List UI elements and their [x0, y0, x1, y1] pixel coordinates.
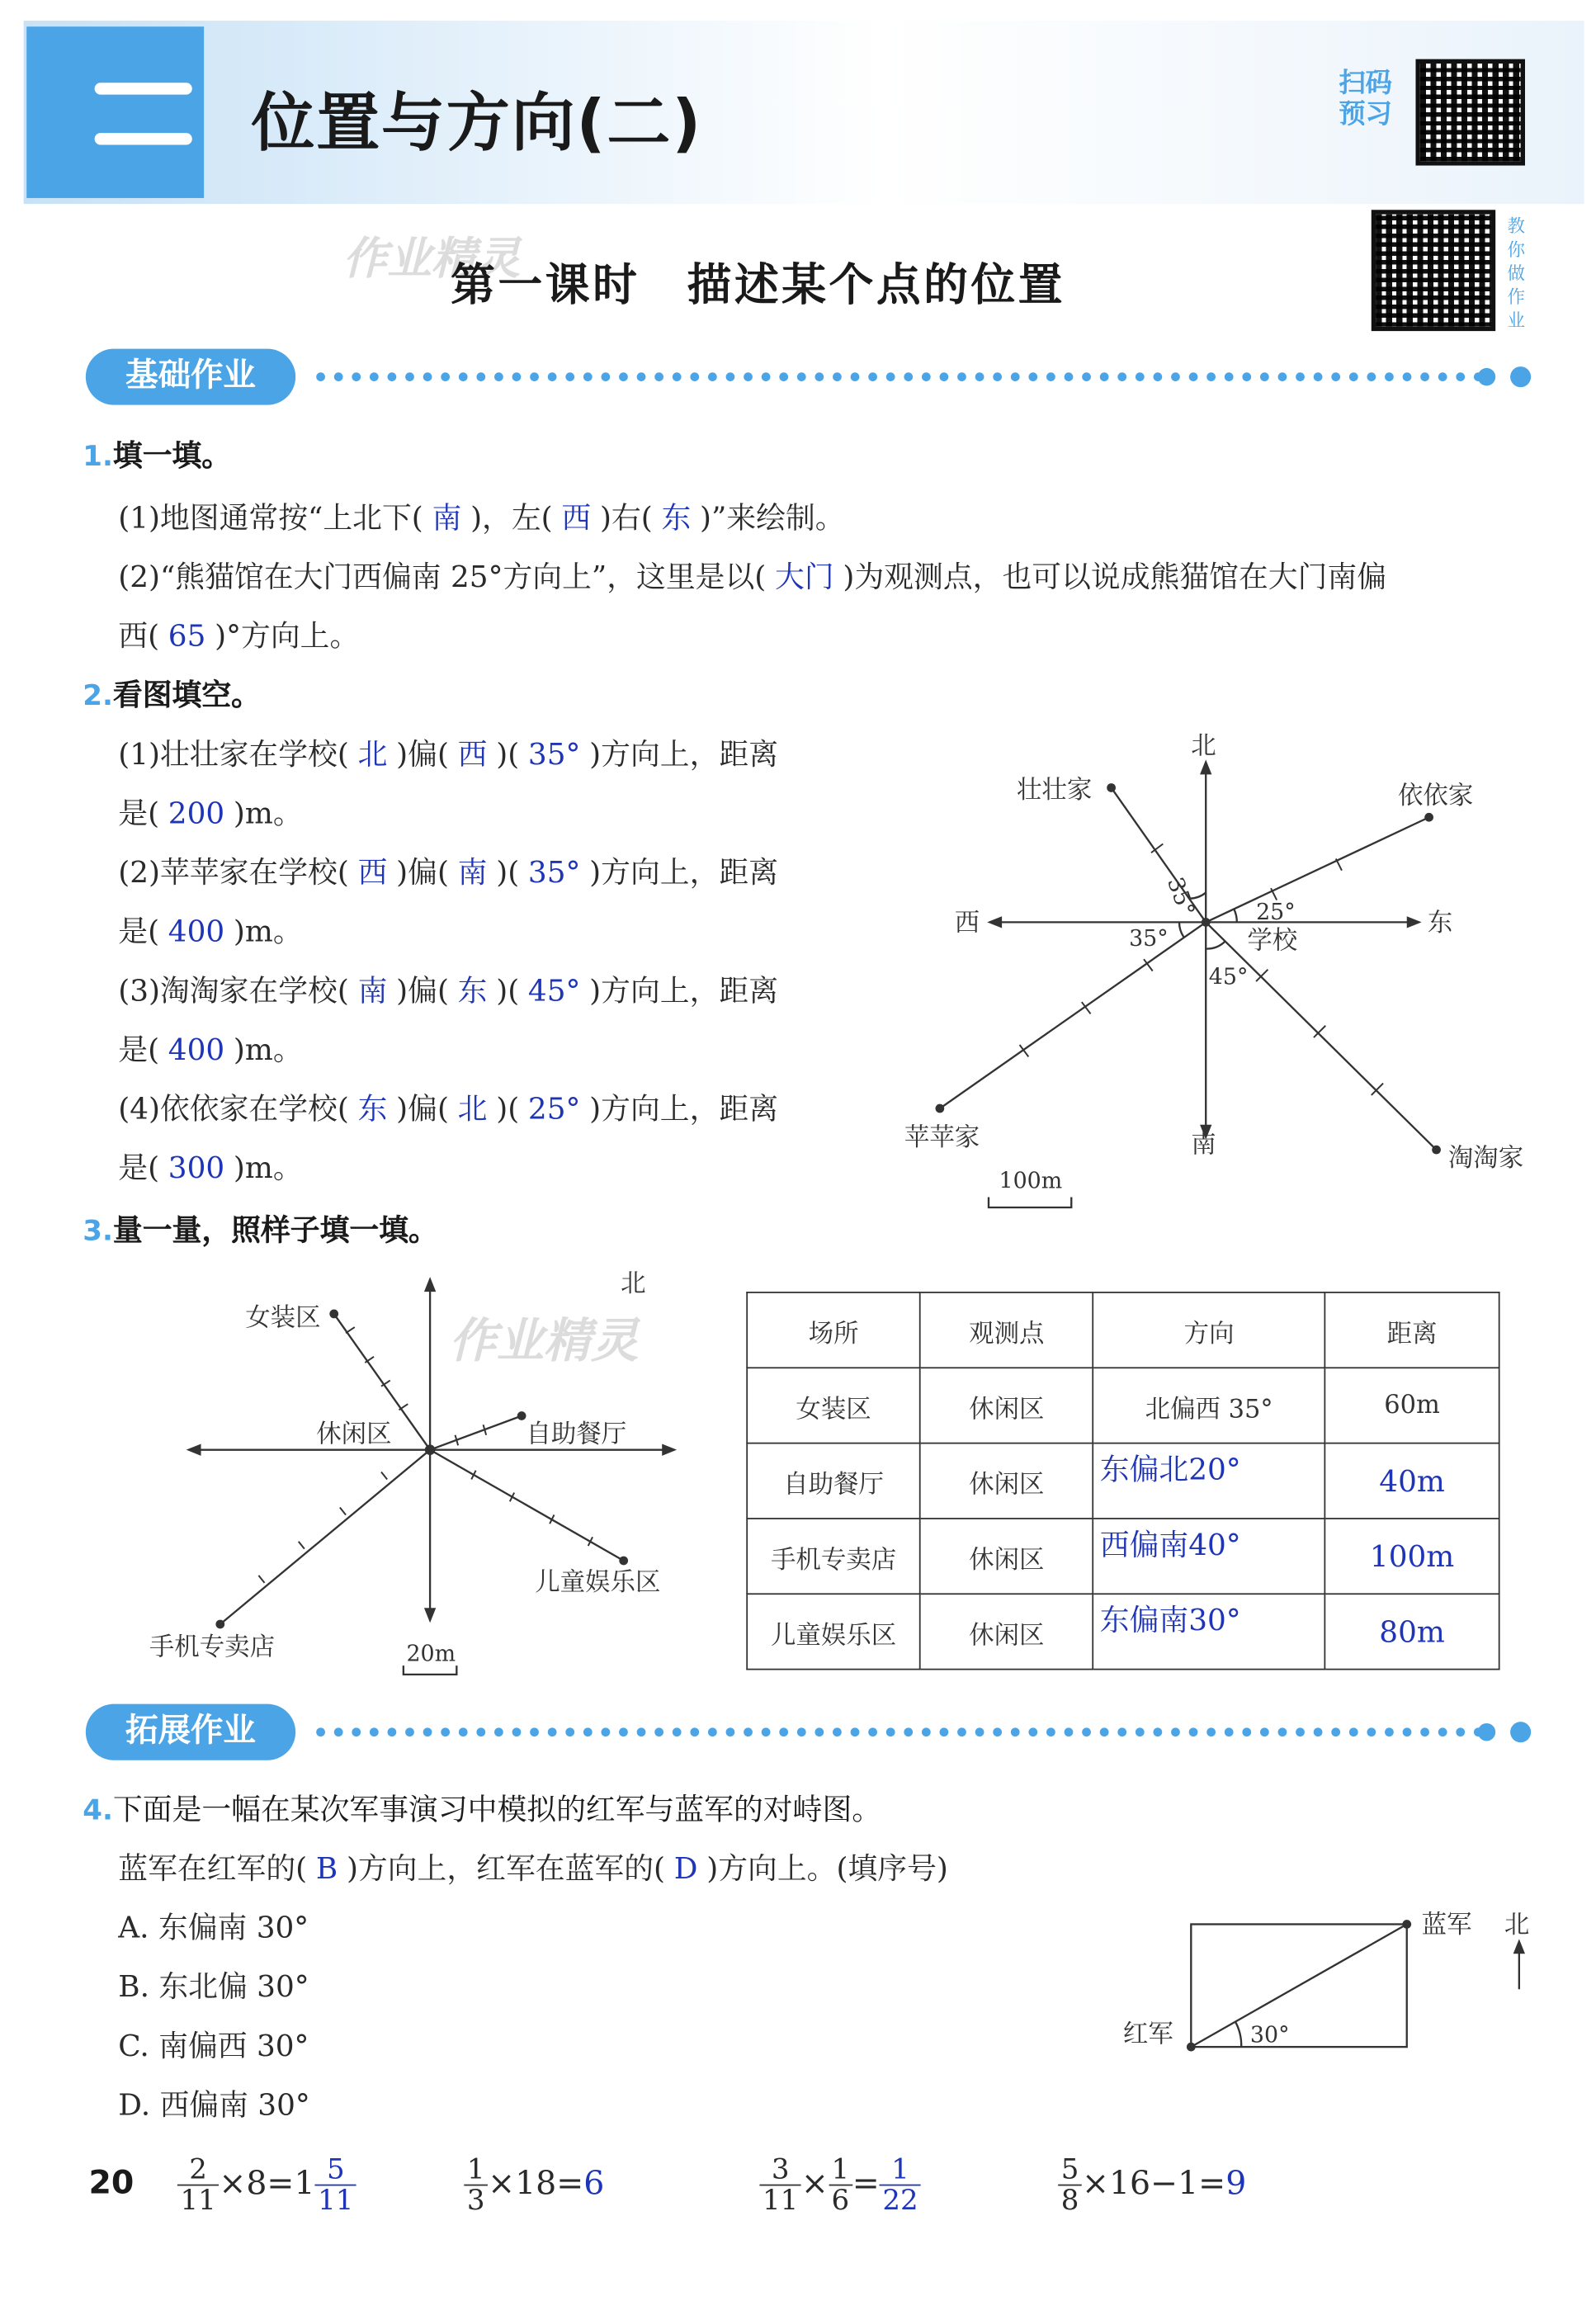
section-basic-label: 基础作业: [86, 349, 295, 405]
question-2-item-4: (4)依依家在学校( 东 )偏( 北 )( 25° )方向上，距离: [118, 1084, 778, 1127]
answer-fraction[interactable]: $\frac{5}{11}$: [315, 2155, 357, 2215]
homework-side-label: 教 你 做 作 业: [1507, 215, 1526, 332]
table-row: [747, 1519, 1499, 1594]
angle-arc-25: [1234, 909, 1237, 922]
tick-mark: [1372, 1084, 1383, 1095]
label-taotao: 淘淘家: [1447, 1143, 1524, 1173]
answer-blank[interactable]: 200: [168, 795, 225, 831]
answer-blank[interactable]: 东: [457, 972, 488, 1009]
point-pingping: [936, 1104, 945, 1113]
table-header-row: [747, 1292, 1499, 1368]
answer-value[interactable]: 9: [1225, 2166, 1247, 2204]
west-arrow-head: [187, 1444, 201, 1456]
point-leisure-area: [425, 1444, 436, 1455]
east-arrow-head: [1407, 916, 1422, 928]
point-zhuangzhuang: [1107, 783, 1116, 792]
school-compass-diagram: [886, 724, 1596, 1212]
answer-blank[interactable]: 300: [168, 1150, 225, 1186]
mental-math-3: $\frac{3}{11}$ × $\frac{1}{6}$ = $\frac{1}{22}$: [759, 2155, 921, 2215]
question-3-heading: 3.量一量，照样子填一填。: [83, 1212, 438, 1248]
line-red-to-blue: [1191, 1924, 1406, 2047]
table-cell: 手机专卖店: [747, 1519, 920, 1594]
label-north: 北: [621, 1269, 646, 1299]
lesson-title: 第一课时 描述某个点的位置: [451, 260, 1066, 312]
table-cell: 休闲区: [920, 1443, 1093, 1519]
answer-blank[interactable]: 西: [357, 854, 388, 891]
question-1-part-2-line-2: 西( 65 )°方向上。: [118, 617, 360, 654]
question-1-part-1: (1)地图通常按“上北下( 南 )，左( 西 )右( 东 )”来绘制。: [118, 494, 844, 536]
section-divider-end: [1510, 1722, 1531, 1742]
answer-blank[interactable]: 南: [357, 972, 388, 1009]
south-arrow-head: [424, 1608, 436, 1623]
question-4-heading: 4.下面是一幅在某次军事演习中模拟的红军与蓝军的对峙图。: [83, 1791, 882, 1827]
section-divider-end: [1510, 366, 1531, 387]
label-blue-army: 蓝军: [1421, 1911, 1472, 1940]
answer-blank[interactable]: 25°: [527, 1090, 581, 1127]
table-cell: 60m: [1325, 1368, 1499, 1443]
label-phone: 手机专卖店: [149, 1632, 276, 1662]
table-answer-cell[interactable]: 40m: [1325, 1443, 1499, 1519]
answer-blank[interactable]: 北: [357, 735, 388, 772]
east-arrow-head: [662, 1444, 677, 1456]
section-divider-end: [1478, 368, 1495, 385]
label-north: 北: [1504, 1911, 1530, 1940]
table-cell: 自助餐厅: [747, 1443, 920, 1519]
table-header-cell: 距离: [1325, 1292, 1499, 1368]
table-cell: 北偏西 35°: [1093, 1368, 1325, 1443]
ray-kids: [430, 1450, 624, 1561]
label-red-army: 红军: [1122, 2020, 1173, 2049]
section-divider-end: [1478, 1723, 1495, 1741]
label-scale: 20m: [406, 1641, 456, 1667]
table-header-cell: 方向: [1093, 1292, 1325, 1368]
mental-math-4: $\frac{5}{8}$ ×16−1=9: [1058, 2155, 1246, 2215]
question-1-part-2-line-1: (2)“熊猫馆在大门西偏南 25°方向上”，这里是以( 大门 )为观测点，也可以说成熊猫馆在大门南偏: [118, 553, 1386, 596]
point-women: [329, 1310, 338, 1319]
angle-arc-45: [1206, 942, 1225, 949]
table-row: [747, 1443, 1499, 1519]
answer-blank[interactable]: 南: [457, 854, 488, 891]
point-red-army: [1187, 2043, 1196, 2052]
tick-mark: [381, 1472, 387, 1480]
watermark: 作业精灵: [449, 1312, 639, 1369]
question-1-heading: 1.填一填。: [83, 437, 232, 474]
answer-blank[interactable]: 400: [168, 913, 225, 949]
angle-arc-35-left: [1179, 922, 1183, 937]
label-angle-30: 30°: [1249, 2022, 1290, 2048]
table-header-cell: 观测点: [920, 1292, 1093, 1368]
label-yiyi: 依依家: [1398, 782, 1474, 811]
label-east: 东: [1427, 909, 1453, 938]
label-angle-35-top: 35°: [1162, 874, 1200, 920]
table-answer-cell[interactable]: 100m: [1325, 1519, 1499, 1594]
table-cell: 休闲区: [920, 1594, 1093, 1669]
table-row: [747, 1368, 1499, 1443]
answer-blank[interactable]: D: [673, 1850, 698, 1886]
answer-blank[interactable]: 东: [661, 499, 692, 536]
tick-mark: [1256, 970, 1268, 981]
question-2-heading: 2.看图填空。: [83, 677, 261, 713]
table-row: [747, 1594, 1499, 1669]
q3-answer-table: [746, 1292, 1499, 1670]
angle-arc-30: [1235, 2022, 1241, 2047]
tick-mark: [340, 1508, 346, 1515]
point-buffet: [517, 1411, 526, 1420]
label-women: 女装区: [245, 1303, 321, 1333]
unit-title: 位置与方向(二): [251, 87, 703, 162]
answer-fraction[interactable]: $\frac{1}{22}$: [880, 2155, 921, 2215]
table-cell: 休闲区: [920, 1368, 1093, 1443]
point-taotao: [1432, 1146, 1441, 1155]
tick-mark: [258, 1576, 264, 1583]
question-2-item-3: (3)淘淘家在学校( 南 )偏( 东 )( 45° )方向上，距离: [118, 966, 778, 1009]
unit-number-stroke: [95, 83, 192, 94]
label-angle-35-left: 35°: [1129, 926, 1169, 952]
option-b[interactable]: B. 东北偏 30°: [118, 1968, 309, 2005]
answer-value[interactable]: 6: [583, 2166, 605, 2204]
unit-number-badge: [26, 26, 204, 198]
table-cell: 儿童娱乐区: [747, 1594, 920, 1669]
option-a[interactable]: A. 东偏南 30°: [118, 1909, 309, 1945]
mental-math-2: $\frac{1}{3}$ ×18=6: [464, 2155, 604, 2215]
label-school: 学校: [1247, 926, 1298, 956]
distance-ticks: [1020, 843, 1384, 1094]
point-kids: [619, 1557, 628, 1566]
table-header-cell: 场所: [747, 1292, 920, 1368]
ray-buffet: [430, 1415, 522, 1449]
question-2-item-3-distance: 是( 400 )m。: [118, 1031, 303, 1067]
section-divider-dots: [316, 372, 1484, 381]
answer-blank[interactable]: 65: [168, 617, 206, 654]
label-leisure-area: 休闲区: [316, 1420, 392, 1449]
answer-blank[interactable]: 东: [357, 1090, 388, 1127]
scale-bar: [989, 1197, 1071, 1207]
mental-math-1: $\frac{2}{11}$ ×8=1 $\frac{5}{11}$: [177, 2155, 357, 2215]
label-south: 南: [1191, 1130, 1216, 1160]
question-2-item-1: (1)壮壮家在学校( 北 )偏( 西 )( 35° )方向上，距离: [118, 730, 778, 773]
question-2-item-4-distance: 是( 300 )m。: [118, 1150, 303, 1186]
label-angle-25: 25°: [1256, 899, 1296, 925]
watermark: 作业精灵: [342, 233, 521, 286]
table-cell: 女装区: [747, 1368, 920, 1443]
answer-blank[interactable]: 西: [561, 499, 592, 536]
ray-yiyi: [1206, 817, 1428, 922]
qr-code-preview[interactable]: [1415, 59, 1525, 166]
answer-blank[interactable]: 大门: [775, 558, 834, 594]
label-pingping: 苹苹家: [904, 1122, 980, 1152]
ray-taotao: [1206, 922, 1436, 1150]
table-answer-cell[interactable]: 东偏南30°: [1093, 1594, 1325, 1669]
point-school: [1202, 918, 1211, 927]
question-2-item-2-distance: 是( 400 )m。: [118, 913, 303, 949]
north-arrow-head: [1513, 1939, 1525, 1954]
table-answer-cell[interactable]: 80m: [1325, 1594, 1499, 1669]
question-4-fill-line: 蓝军在红军的( B )方向上，红军在蓝军的( D )方向上。(填序号): [118, 1850, 948, 1886]
tick-mark: [346, 1327, 355, 1333]
label-buffet: 自助餐厅: [526, 1420, 627, 1449]
answer-blank[interactable]: 南: [432, 499, 462, 536]
point-blue-army: [1402, 1920, 1411, 1929]
answer-blank[interactable]: 35°: [527, 735, 581, 772]
ray-phone: [220, 1450, 430, 1624]
west-arrow-head: [987, 916, 1002, 928]
label-kids: 儿童娱乐区: [535, 1567, 661, 1597]
scan-preview-label: 扫码 预习: [1339, 68, 1392, 130]
qr-code-homework[interactable]: [1372, 210, 1495, 331]
table-answer-cell[interactable]: 西偏南40°: [1093, 1519, 1325, 1594]
table-cell: 休闲区: [920, 1519, 1093, 1594]
table-answer-cell[interactable]: 东偏北20°: [1093, 1443, 1325, 1519]
answer-blank[interactable]: 400: [168, 1031, 225, 1067]
section-extended-label: 拓展作业: [86, 1704, 295, 1760]
answer-blank[interactable]: 35°: [527, 854, 581, 891]
section-divider-dots: [316, 1727, 1484, 1736]
north-arrow-head: [424, 1277, 436, 1292]
label-north: 北: [1191, 731, 1216, 761]
point-phone: [215, 1620, 224, 1629]
point-yiyi: [1424, 813, 1433, 822]
army-standoff-diagram: [1116, 1899, 1551, 2062]
option-c[interactable]: C. 南偏西 30°: [118, 2027, 309, 2063]
question-2-item-2: (2)苹苹家在学校( 西 )偏( 南 )( 35° )方向上，距离: [118, 848, 778, 891]
label-angle-45: 45°: [1208, 964, 1249, 990]
question-2-item-1-distance: 是( 200 )m。: [118, 795, 303, 831]
label-west: 西: [954, 909, 980, 938]
answer-blank[interactable]: B: [315, 1850, 338, 1886]
answer-blank[interactable]: 45°: [527, 972, 581, 1009]
answer-blank[interactable]: 北: [457, 1090, 488, 1127]
tick-mark: [299, 1542, 305, 1549]
page-number: 20: [88, 2165, 135, 2203]
answer-blank[interactable]: 西: [457, 735, 488, 772]
unit-number-stroke: [95, 133, 192, 144]
north-arrow-head: [1200, 759, 1211, 774]
label-scale: 100m: [999, 1168, 1063, 1194]
label-zhuangzhuang: 壮壮家: [1017, 775, 1093, 805]
option-d[interactable]: D. 西偏南 30°: [118, 2086, 310, 2123]
